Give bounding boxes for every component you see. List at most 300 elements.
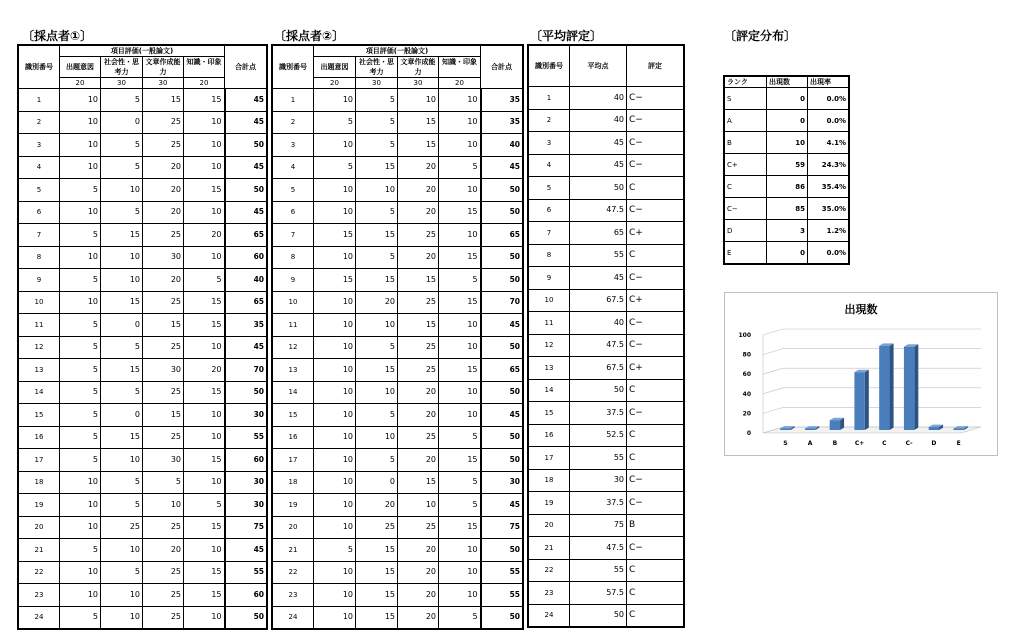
- average-score: 52.5: [570, 424, 627, 447]
- scorer2-cell: 15: [439, 516, 481, 539]
- scorer1-cell: 5: [101, 156, 143, 179]
- table-row: [529, 379, 684, 402]
- scorer2-cell: 15: [356, 224, 398, 247]
- scorer2-cell: 10: [439, 584, 481, 607]
- scorer2-cell: 15: [314, 224, 356, 247]
- scorer2-cell: 5: [439, 156, 481, 179]
- scorer1-cell: 50: [225, 381, 267, 404]
- scorer2-cell: 10: [314, 291, 356, 314]
- scorer1-cell: 19: [19, 494, 60, 517]
- average-score: 37.5: [570, 492, 627, 515]
- scorer1-cell: 5: [184, 494, 225, 517]
- average-id: 7: [529, 222, 570, 245]
- chart-floor: [763, 427, 981, 433]
- scorer2-cell: 20: [356, 291, 398, 314]
- scorer2-cell: 45: [481, 494, 523, 517]
- scorer2-cell: 10: [356, 381, 398, 404]
- section-title-scorer2: 〔採点者②〕: [274, 29, 345, 43]
- scorer1-cell: 13: [19, 359, 60, 382]
- table-row: [529, 402, 684, 425]
- distribution-cell: 3: [767, 220, 808, 242]
- distribution-cell: 59: [767, 154, 808, 176]
- scorer2-cell: 15: [356, 156, 398, 179]
- scorer1-cell: 5: [60, 269, 101, 292]
- scorer2-cell: 5: [356, 404, 398, 427]
- average-grade: B: [627, 514, 684, 537]
- chart-y-tick-label: 100: [738, 332, 751, 339]
- scorer2-cell: 15: [398, 111, 439, 134]
- table-row: [273, 156, 523, 179]
- scorer2-cell: 20: [398, 156, 439, 179]
- table-row: [19, 111, 267, 134]
- average-score: 50: [570, 379, 627, 402]
- table-row: [19, 404, 267, 427]
- table-row: [273, 89, 523, 112]
- table-row: [273, 494, 523, 517]
- scorer2-cell: 13: [273, 359, 314, 382]
- chart-y-tick-label: 0: [746, 430, 751, 437]
- table-row: [19, 246, 267, 269]
- distribution-cell: S: [725, 88, 767, 110]
- scorer1-cell: 5: [60, 404, 101, 427]
- scorer1-cell: 20: [184, 359, 225, 382]
- scorer1-cell: 10: [60, 156, 101, 179]
- table-row: [273, 561, 523, 584]
- average-grade: C−: [627, 132, 684, 155]
- scorer1-header-row: [19, 46, 267, 57]
- scorer1-cell: 10: [184, 426, 225, 449]
- scorer2-cell: 10: [356, 179, 398, 202]
- scorer2-cell: 50: [481, 336, 523, 359]
- scorer1-cell: 10: [19, 291, 60, 314]
- scorer1-cell: 16: [19, 426, 60, 449]
- scorer1-cell: 55: [225, 561, 267, 584]
- scorer2-cell: 15: [356, 539, 398, 562]
- scorer2-cell: 65: [481, 359, 523, 382]
- scorer2-cell: 5: [273, 179, 314, 202]
- scorer1-cell: 5: [60, 179, 101, 202]
- chart-x-tick-label: C+: [854, 440, 865, 447]
- scorer1-cell: 10: [60, 494, 101, 517]
- scorer2-cell: 10: [314, 561, 356, 584]
- scorer2-cell: 20: [398, 584, 439, 607]
- distribution-cell: A: [725, 110, 767, 132]
- average-id: 13: [529, 357, 570, 380]
- chart-x-tick-label: D: [931, 440, 937, 447]
- average-grade: C: [627, 379, 684, 402]
- scorer1-cell: 50: [225, 134, 267, 157]
- scorer2-cell: 70: [481, 291, 523, 314]
- distribution-header: 出現数: [767, 77, 808, 88]
- chart-bar: [953, 429, 963, 431]
- scorer2-cell: 10: [439, 539, 481, 562]
- average-id: 14: [529, 379, 570, 402]
- scorer1-cell: 0: [101, 314, 143, 337]
- scorer2-cell: 15: [439, 449, 481, 472]
- average-grade: C−: [627, 267, 684, 290]
- table-row: [529, 289, 684, 312]
- scorer2-cell: 10: [439, 89, 481, 112]
- scorer1-cell: 15: [19, 404, 60, 427]
- scorer2-cell: 25: [398, 224, 439, 247]
- scorer1-cell: 5: [60, 381, 101, 404]
- average-header-grade: 評定: [627, 46, 684, 87]
- scorer1-cell: 45: [225, 539, 267, 562]
- scorer2-cell: 50: [481, 426, 523, 449]
- scorer2-cell: 50: [481, 246, 523, 269]
- scorer1-cell: 15: [101, 224, 143, 247]
- scorer2-cell: 10: [398, 89, 439, 112]
- scorer1-cell: 5: [101, 134, 143, 157]
- scorer2-header-max2: 30: [356, 78, 398, 89]
- table-row: [19, 89, 267, 112]
- scorer2-cell: 10: [314, 449, 356, 472]
- scorer1-cell: 0: [101, 111, 143, 134]
- table-row: [529, 109, 684, 132]
- scorer1-cell: 20: [184, 224, 225, 247]
- scorer1-cell: 25: [143, 291, 184, 314]
- scorer2-cell: 35: [481, 111, 523, 134]
- scorer1-cell: 3: [19, 134, 60, 157]
- scorer1-cell: 35: [225, 314, 267, 337]
- scorer1-header-max3: 30: [143, 78, 184, 89]
- scorer2-cell: 4: [273, 156, 314, 179]
- distribution-cell: 0.0%: [808, 88, 849, 110]
- average-score: 50: [570, 604, 627, 627]
- scorer2-cell: 15: [398, 314, 439, 337]
- table-row: [529, 132, 684, 155]
- average-score: 45: [570, 132, 627, 155]
- distribution-cell: 0.0%: [808, 110, 849, 132]
- scorer1-cell: 75: [225, 516, 267, 539]
- scorer2-header-item1: 出題意図: [314, 57, 356, 78]
- scorer2-cell: 25: [398, 336, 439, 359]
- table-row: [273, 381, 523, 404]
- distribution-body: [725, 77, 849, 264]
- scorer2-cell: 21: [273, 539, 314, 562]
- scorer1-cell: 25: [143, 134, 184, 157]
- scorer1-header-item1: 出題意図: [60, 57, 101, 78]
- scorer1-cell: 5: [101, 471, 143, 494]
- average-body: [529, 46, 684, 627]
- scorer2-cell: 10: [314, 606, 356, 629]
- scorer1-cell: 25: [143, 111, 184, 134]
- table-row: [529, 357, 684, 380]
- scorer2-cell: 10: [314, 471, 356, 494]
- scorer2-cell: 25: [398, 291, 439, 314]
- scorer1-cell: 2: [19, 111, 60, 134]
- table-row: [19, 561, 267, 584]
- scorer2-cell: 10: [314, 381, 356, 404]
- scorer1-cell: 60: [225, 584, 267, 607]
- scorer2-header-row: [273, 46, 523, 57]
- chart-x-tick-label: S: [783, 440, 788, 447]
- scorer2-cell: 10: [356, 426, 398, 449]
- table-row: [19, 134, 267, 157]
- scorer1-cell: 15: [184, 381, 225, 404]
- scorer1-cell: 5: [101, 336, 143, 359]
- scorer2-cell: 15: [356, 269, 398, 292]
- table-row: [529, 312, 684, 335]
- scorer2-cell: 20: [273, 516, 314, 539]
- scorer1-header-item3: 文章作成能力: [143, 57, 184, 78]
- table-row: [273, 336, 523, 359]
- scorer2-cell: 14: [273, 381, 314, 404]
- chart-bar-side: [865, 370, 869, 430]
- distribution-cell: D: [725, 220, 767, 242]
- chart-y-tick-label: 20: [742, 410, 751, 418]
- scorer1-cell: 60: [225, 246, 267, 269]
- scorer2-cell: 15: [439, 291, 481, 314]
- scorer1-cell: 15: [184, 89, 225, 112]
- table-row: [273, 291, 523, 314]
- table-row: [529, 267, 684, 290]
- section-title-scorer1: 〔採点者①〕: [22, 29, 93, 43]
- scorer1-cell: 20: [143, 269, 184, 292]
- table-row: [19, 584, 267, 607]
- scorer1-cell: 10: [60, 584, 101, 607]
- scorer2-cell: 20: [398, 561, 439, 584]
- distribution-cell: B: [725, 132, 767, 154]
- average-table: [528, 45, 684, 627]
- average-id: 22: [529, 559, 570, 582]
- scorer2-cell: 75: [481, 516, 523, 539]
- scorer2-cell: 5: [356, 246, 398, 269]
- table-row: [725, 88, 849, 110]
- scorer1-cell: 5: [60, 359, 101, 382]
- scorer2-cell: 10: [398, 494, 439, 517]
- scorer1-cell: 30: [225, 471, 267, 494]
- scorer1-header-max1: 20: [60, 78, 101, 89]
- scorer1-cell: 30: [225, 404, 267, 427]
- scorer2-cell: 5: [439, 269, 481, 292]
- scorer1-cell: 15: [184, 584, 225, 607]
- scorer1-cell: 30: [143, 359, 184, 382]
- scorer1-cell: 25: [101, 516, 143, 539]
- average-score: 55: [570, 559, 627, 582]
- scorer2-header-item4: 知識・印象: [439, 57, 481, 78]
- table-row: [19, 426, 267, 449]
- table-row: [19, 381, 267, 404]
- scorer1-cell: 5: [101, 494, 143, 517]
- scorer1-header-item2: 社会性・思考力: [101, 57, 143, 78]
- average-id: 4: [529, 154, 570, 177]
- table-row: [273, 314, 523, 337]
- average-score: 75: [570, 514, 627, 537]
- average-header-avg: 平均点: [570, 46, 627, 87]
- chart-title: 出現数: [844, 303, 878, 316]
- scorer1-cell: 11: [19, 314, 60, 337]
- scorer2-header-max1: 20: [314, 78, 356, 89]
- table-row: [19, 336, 267, 359]
- scorer2-cell: 10: [439, 111, 481, 134]
- table-row: [725, 220, 849, 242]
- chart-bar: [805, 429, 815, 431]
- distribution-cell: 35.4%: [808, 176, 849, 198]
- scorer1-cell: 15: [184, 179, 225, 202]
- scorer2-header-max4: 20: [439, 78, 481, 89]
- scorer1-cell: 6: [19, 201, 60, 224]
- chart-y-tick-label: 80: [742, 351, 751, 359]
- scorer1-cell: 50: [225, 179, 267, 202]
- scorer1-cell: 10: [60, 89, 101, 112]
- average-id: 17: [529, 447, 570, 470]
- average-id: 2: [529, 109, 570, 132]
- scorer1-cell: 9: [19, 269, 60, 292]
- scorer1-header-max2: 30: [101, 78, 143, 89]
- scorer2-cell: 5: [356, 336, 398, 359]
- scorer2-cell: 10: [439, 404, 481, 427]
- scorer1-cell: 20: [143, 539, 184, 562]
- scorer1-cell: 10: [184, 471, 225, 494]
- scorer2-cell: 15: [356, 359, 398, 382]
- scorer1-cell: 10: [60, 561, 101, 584]
- average-id: 12: [529, 334, 570, 357]
- table-row: [19, 224, 267, 247]
- scorer2-cell: 55: [481, 584, 523, 607]
- scorer2-header-id: 識別番号: [273, 46, 314, 89]
- distribution-cell: 85: [767, 198, 808, 220]
- scorer1-cell: 8: [19, 246, 60, 269]
- table-row: [19, 156, 267, 179]
- scorer1-table: [18, 45, 267, 629]
- scorer1-cell: 15: [184, 516, 225, 539]
- scorer1-cell: 15: [184, 449, 225, 472]
- scorer1-cell: 15: [184, 314, 225, 337]
- distribution-cell: C+: [725, 154, 767, 176]
- average-grade: C−: [627, 87, 684, 110]
- average-grade: C+: [627, 222, 684, 245]
- average-score: 65: [570, 222, 627, 245]
- scorer2-cell: 45: [481, 156, 523, 179]
- scorer2-cell: 30: [481, 471, 523, 494]
- distribution-table: [724, 76, 849, 264]
- scorer1-cell: 1: [19, 89, 60, 112]
- scorer2-cell: 10: [314, 494, 356, 517]
- scorer2-cell: 50: [481, 606, 523, 629]
- average-grade: C−: [627, 109, 684, 132]
- scorer2-cell: 45: [481, 404, 523, 427]
- average-grade: C−: [627, 492, 684, 515]
- scorer2-cell: 25: [398, 359, 439, 382]
- scorer2-cell: 22: [273, 561, 314, 584]
- scorer2-cell: 25: [356, 516, 398, 539]
- scorer1-cell: 5: [60, 224, 101, 247]
- scorer1-cell: 20: [143, 156, 184, 179]
- scorer2-cell: 15: [398, 134, 439, 157]
- scorer1-header-item4: 知識・印象: [184, 57, 225, 78]
- scorer1-cell: 15: [101, 359, 143, 382]
- distribution-cell: 0: [767, 110, 808, 132]
- table-row: [529, 514, 684, 537]
- scorer2-cell: 3: [273, 134, 314, 157]
- scorer1-cell: 65: [225, 291, 267, 314]
- scorer2-cell: 5: [439, 606, 481, 629]
- average-score: 55: [570, 244, 627, 267]
- scorer1-cell: 5: [101, 561, 143, 584]
- average-grade: C: [627, 447, 684, 470]
- chart-bar: [904, 347, 914, 430]
- scorer1-cell: 10: [184, 404, 225, 427]
- table-row: [273, 471, 523, 494]
- scorer1-header-max4: 20: [184, 78, 225, 89]
- table-row: [529, 582, 684, 605]
- scorer1-cell: 45: [225, 156, 267, 179]
- scorer1-cell: 21: [19, 539, 60, 562]
- scorer2-cell: 15: [439, 246, 481, 269]
- scorer1-cell: 70: [225, 359, 267, 382]
- scorer2-cell: 8: [273, 246, 314, 269]
- scorer1-cell: 10: [101, 539, 143, 562]
- scorer1-cell: 15: [101, 291, 143, 314]
- scorer1-cell: 10: [60, 111, 101, 134]
- average-score: 47.5: [570, 537, 627, 560]
- scorer2-cell: 50: [481, 449, 523, 472]
- scorer2-cell: 17: [273, 449, 314, 472]
- scorer1-cell: 10: [60, 201, 101, 224]
- chart-x-tick-label: B: [832, 440, 838, 447]
- scorer2-cell: 5: [314, 156, 356, 179]
- scorer2-header-item2: 社会性・思考力: [356, 57, 398, 78]
- scorer1-header-group: 項目評価(一般論文): [60, 46, 225, 57]
- average-grade: C−: [627, 469, 684, 492]
- section-title-distribution: 〔評定分布〕: [724, 29, 797, 43]
- scorer1-cell: 20: [143, 179, 184, 202]
- scorer2-cell: 20: [398, 449, 439, 472]
- scorer1-cell: 10: [60, 291, 101, 314]
- average-grade: C: [627, 559, 684, 582]
- average-score: 37.5: [570, 402, 627, 425]
- average-score: 40: [570, 109, 627, 132]
- table-row: [273, 134, 523, 157]
- scorer1-cell: 24: [19, 606, 60, 629]
- table-row: [19, 314, 267, 337]
- scorer2-cell: 50: [481, 179, 523, 202]
- table-row: [725, 132, 849, 154]
- table-row: [273, 539, 523, 562]
- table-row: [725, 110, 849, 132]
- table-row: [19, 179, 267, 202]
- table-row: [529, 559, 684, 582]
- scorer2-cell: 11: [273, 314, 314, 337]
- chart-bar: [854, 372, 864, 430]
- scorer1-cell: 45: [225, 111, 267, 134]
- scorer2-cell: 25: [398, 516, 439, 539]
- table-row: [529, 87, 684, 110]
- average-grade: C+: [627, 289, 684, 312]
- scorer2-cell: 10: [314, 516, 356, 539]
- average-id: 20: [529, 514, 570, 537]
- scorer2-cell: 19: [273, 494, 314, 517]
- average-grade: C: [627, 604, 684, 627]
- scorer1-cell: 15: [143, 89, 184, 112]
- scorer1-cell: 10: [184, 111, 225, 134]
- table-row: [19, 449, 267, 472]
- scorer1-cell: 10: [184, 246, 225, 269]
- scorer1-cell: 25: [143, 426, 184, 449]
- distribution-cell: C: [725, 176, 767, 198]
- distribution-chart: [724, 292, 998, 456]
- table-row: [273, 516, 523, 539]
- scorer2-cell: 45: [481, 314, 523, 337]
- scorer2-cell: 10: [356, 314, 398, 337]
- scorer1-cell: 10: [143, 494, 184, 517]
- scorer2-cell: 10: [439, 134, 481, 157]
- scorer1-cell: 10: [101, 246, 143, 269]
- scorer1-cell: 5: [143, 471, 184, 494]
- average-id: 1: [529, 87, 570, 110]
- table-row: [273, 426, 523, 449]
